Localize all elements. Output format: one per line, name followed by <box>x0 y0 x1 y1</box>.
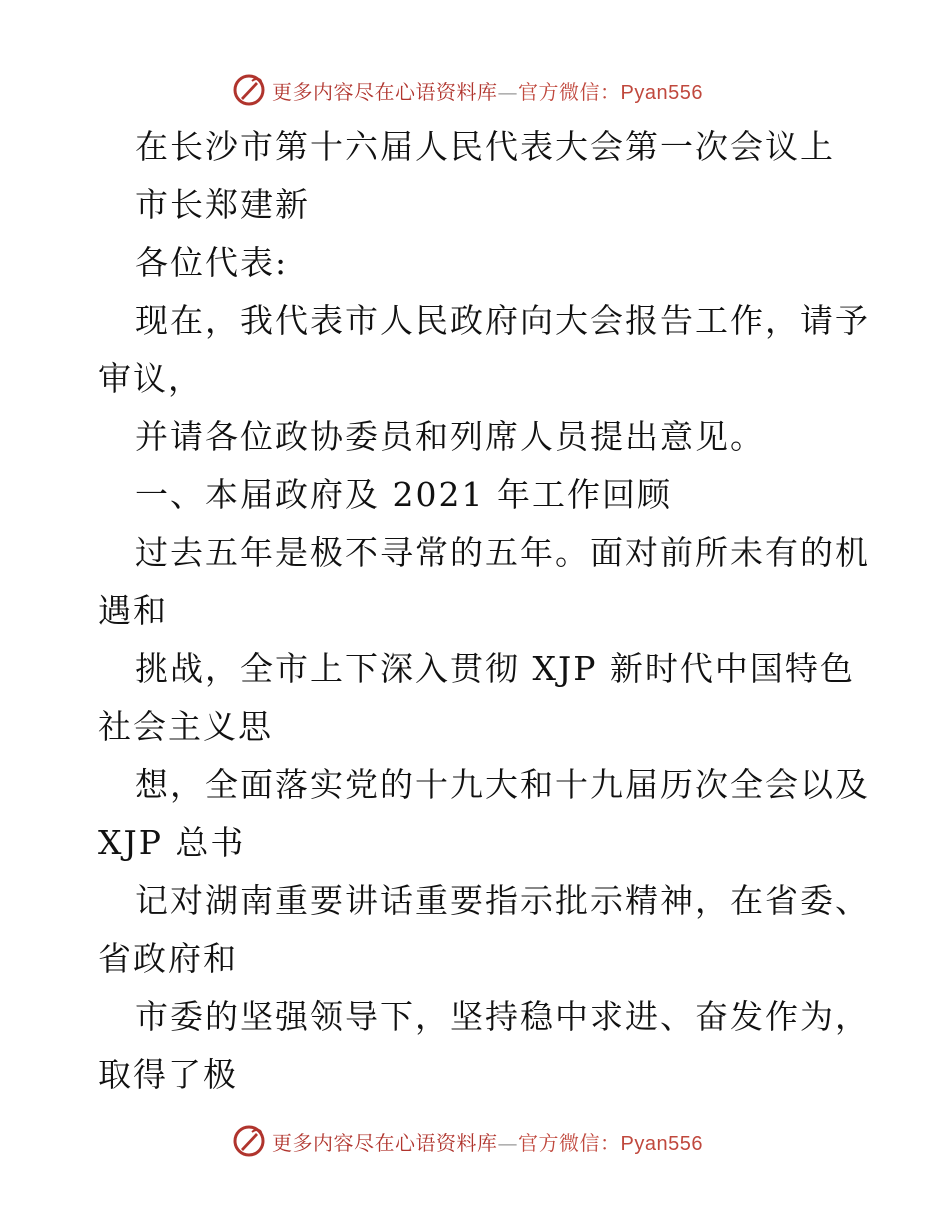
banner-text <box>272 1127 703 1156</box>
text-line: XJP 总书 <box>98 823 246 862</box>
quill-pen-circle-icon <box>232 73 266 107</box>
text-line: 并请各位政协委员和列席人员提出意见。 <box>135 417 765 456</box>
text-line: 取得了极 <box>98 1055 238 1094</box>
banner-wechat: 官方微信：Pyan556 <box>518 1132 703 1155</box>
text-line: 市委的坚强领导下，坚持稳中求进、奋发作为， <box>135 997 870 1036</box>
text-line: 过去五年是极不寻常的五年。面对前所未有的机 <box>135 533 870 572</box>
text-line: 遇和 <box>98 591 168 630</box>
text-line: 挑战，全市上下深入贯彻 XJP 新时代中国特色 <box>135 649 855 688</box>
banner-main-text: 更多内容尽在心语资料库 <box>272 1130 498 1155</box>
text-line: 想，全面落实党的十九大和十九届历次全会以及 <box>135 765 870 804</box>
banner-main-text: 更多内容尽在心语资料库 <box>272 79 498 104</box>
quill-pen-circle-icon <box>232 1124 266 1158</box>
text-line: 在长沙市第十六届人民代表大会第一次会议上 <box>135 127 835 166</box>
footer-banner <box>232 1121 703 1161</box>
section-heading: 一、本届政府及 2021 年工作回顾 <box>135 475 672 514</box>
text-line: 审议， <box>98 359 203 398</box>
text-line: 社会主义思 <box>98 707 273 746</box>
document-body <box>98 118 868 1104</box>
header-banner <box>232 70 703 110</box>
banner-separator: — <box>497 79 518 104</box>
text-line: 记对湖南重要讲话重要指示批示精神，在省委、 <box>135 881 870 920</box>
banner-wechat: 官方微信：Pyan556 <box>518 81 703 104</box>
banner-text <box>272 76 703 105</box>
text-line: 各位代表: <box>135 243 289 282</box>
text-line: 现在，我代表市人民政府向大会报告工作，请予 <box>135 301 870 340</box>
text-line: 市长郑建新 <box>135 185 310 224</box>
banner-separator: — <box>497 1130 518 1155</box>
text-line: 省政府和 <box>98 939 238 978</box>
